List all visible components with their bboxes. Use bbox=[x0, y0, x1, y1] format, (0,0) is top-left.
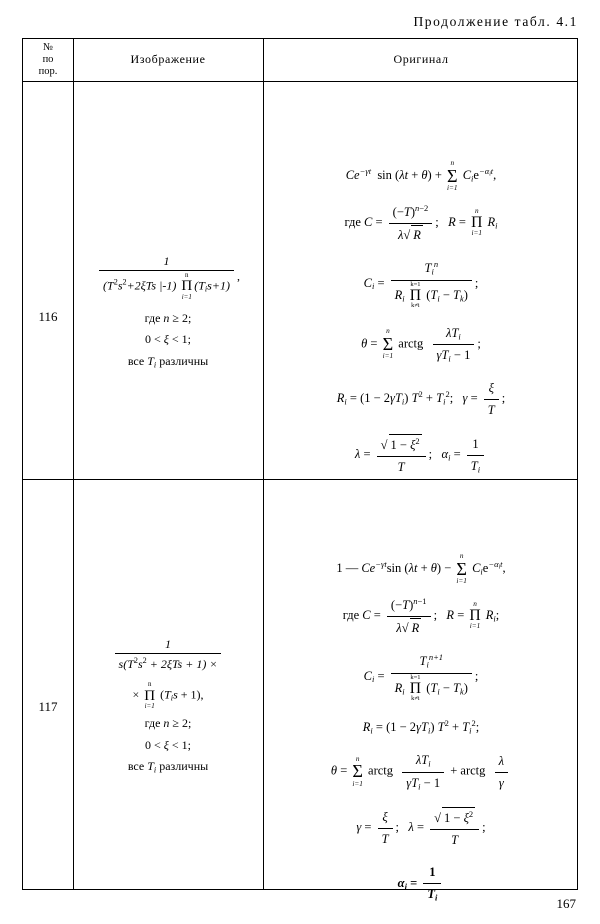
condition-116-3: все $T_i$ различны bbox=[127, 353, 209, 369]
condition-117-2: 0 < ξ < 1; bbox=[144, 737, 192, 752]
table-row-number-116: 116 bbox=[38, 309, 58, 324]
running-head: Продолжение табл. 4.1 bbox=[413, 14, 578, 29]
table-cell-image-117 bbox=[73, 627, 263, 780]
table-header-number-line3: пор. bbox=[38, 65, 58, 77]
formula-117-3: $C_i$ = $T_i^{n+1}$ $R_i$ k=1 Π k≠i $(T_i - T_k)$ ; bbox=[363, 652, 479, 703]
condition-117-1: где n ≥ 2; bbox=[144, 716, 192, 731]
table-header-image: Изображение bbox=[130, 52, 206, 67]
formula-116-1: $Ce^{-\gamma t}$ sin (λt + θ) + n Σ i=1 $C_ie^{-\alpha_it}$, bbox=[345, 159, 497, 192]
formula-117-6: γ = $\frac{\xi}{T}$ ; λ = $\frac{√ 1 - \xi^2}{T}$ ; bbox=[356, 808, 486, 847]
formula-image-116: 1 ($T^2s^2+2\xi Ts$ |-1) n Π i=1 $(T_is+1)$ , bbox=[73, 253, 263, 301]
formula-117-2: где C = $\frac{(-T)^{n-1}}{\lambda√ R}$ ; R = n Π i=1 $R_i$; bbox=[263, 595, 579, 638]
formula-116-6: λ = $\frac{√ 1 - \xi^2}{T}$ ; $\alpha_i$ = $\frac{1}{T_i}$ bbox=[263, 434, 579, 477]
formula-117-5: θ = n Σ i=1 arctg $\frac{\lambda T_i}{\gamma T_i - 1}$ + arctg $\frac{\lambda}{\gamma}$ bbox=[263, 751, 579, 792]
formula-116-5: $R_i = (1 - 2\gamma T_i) T^2 + T_i^2$; γ = $\frac{\xi}{T}$ ; bbox=[336, 381, 506, 418]
table-cell-original-116 bbox=[263, 151, 579, 491]
table-header-number-line1: № bbox=[42, 42, 54, 54]
condition-116-2: 0 < ξ < 1; bbox=[144, 332, 192, 347]
formula-image-117: $\frac{1}{s(T^2s^2 + 2\xi Ts + 1) \times}$ bbox=[73, 636, 263, 672]
continuation-table bbox=[22, 38, 578, 903]
formula-117-1: 1 — $Ce^{-\gamma t}\sin$ (λt + θ) − n Σ i=1 $C_ie^{-\alpha_it}$, bbox=[336, 552, 506, 585]
table-cell-original-117 bbox=[263, 544, 579, 918]
table-cell-image-116 bbox=[73, 244, 263, 375]
header-row-separator bbox=[23, 81, 577, 82]
table-row-number-117: 117 bbox=[38, 699, 58, 714]
page-number: 167 bbox=[556, 896, 576, 911]
condition-116-1: где n ≥ 2; bbox=[144, 311, 192, 326]
formula-117-4: $R_i = (1 - 2\gamma T_i) T^2 + T_i^2$; bbox=[362, 718, 480, 736]
table-header-number-line2: по bbox=[42, 54, 54, 66]
formula-116-2: где C = $\frac{(-T)^{n-2}}{\lambda√ R}$ ; R = n Π i=1 $R_i$ bbox=[263, 202, 579, 245]
formula-117-7: $\alpha_i$ = $\frac{1}{T_i}$ bbox=[263, 863, 579, 904]
formula-116-3: $C_i$ = $T_i^n$ $R_i$ k=1 Π k≠i $(T_i - T_k)$ ; bbox=[363, 259, 479, 310]
formula-116-4: θ = n Σ i=1 arctg $\frac{\lambda T_i}{\gamma T_i - 1}$ ; bbox=[361, 326, 481, 364]
table-header-number bbox=[23, 39, 73, 81]
table-header-original: Оригинал bbox=[393, 52, 449, 67]
formula-image-117-cont: × n Π i=1 $(T_is + 1)$, bbox=[132, 680, 204, 711]
condition-117-3: все $T_i$ различны bbox=[127, 758, 209, 775]
